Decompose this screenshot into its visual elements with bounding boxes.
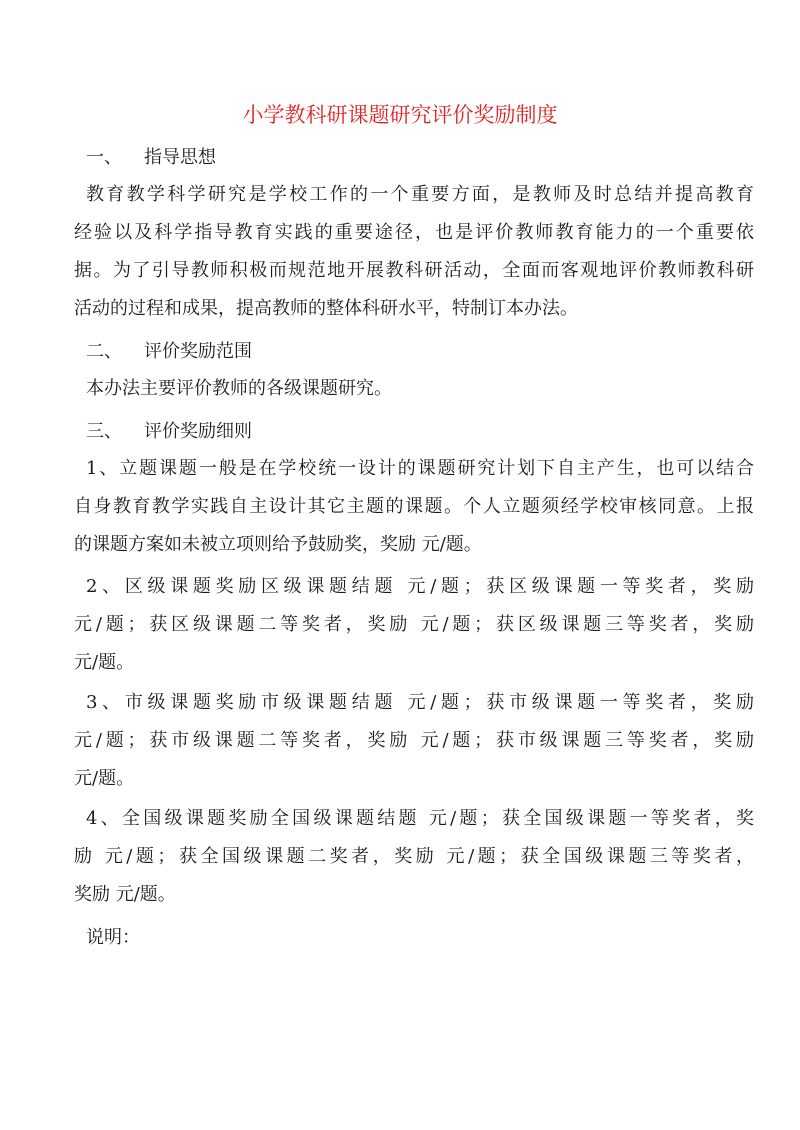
paragraph-line: 教育教学科学研究是学校工作的一个重要方面，是教师及时总结并提高教育: [86, 184, 754, 205]
note-label: 说明：: [86, 927, 140, 948]
paragraph-line: 奖励 元/题。: [74, 884, 176, 905]
section-number: 二、: [86, 341, 122, 362]
section-number: 一、: [86, 147, 122, 168]
section-title: 评价奖励范围: [144, 341, 252, 362]
paragraph-line: 本办法主要评价教师的各级课题研究。: [86, 378, 392, 399]
paragraph-line: 经验以及科学指导教育实践的重要途径，也是评价教师教育能力的一个重要依: [74, 222, 754, 243]
section-heading-3: [86, 418, 252, 446]
paragraph-scope: [74, 370, 754, 408]
paragraph-line: 的课题方案如未被立项则给予鼓励奖，奖励 元/题。: [74, 534, 482, 555]
paragraph-guiding-idea: [74, 176, 754, 328]
document-title: 小学教科研课题研究评价奖励制度: [242, 103, 558, 127]
paragraph-line: 2、区级课题奖励区级课题结题 元/题；获区级课题一等奖者，奖励: [86, 576, 754, 597]
section-heading-1: [86, 144, 216, 172]
rule-item-2: [74, 568, 754, 682]
paragraph-line: 励 元/题；获全国级课题二奖者，奖励 元/题；获全国级课题三等奖者，: [74, 846, 754, 867]
rule-item-1: [74, 450, 754, 564]
paragraph-line: 3、市级课题奖励市级课题结题 元/题；获市级课题一等奖者，奖励: [86, 692, 754, 713]
paragraph-line: 自身教育教学实践自主设计其它主题的课题。个人立题须经学校审核同意。上报: [74, 496, 754, 517]
section-title: 指导思想: [144, 147, 216, 168]
section-title: 评价奖励细则: [144, 421, 252, 442]
paragraph-line: 元/题；获市级课题二等奖者，奖励 元/题；获市级课题三等奖者，奖励: [74, 730, 754, 751]
section-heading-2: [86, 338, 252, 366]
paragraph-line: 元/题。: [74, 652, 135, 673]
rule-item-3: [74, 684, 754, 798]
paragraph-line: 据。为了引导教师积极而规范地开展教科研活动，全面而客观地评价教师教科研: [74, 260, 754, 281]
section-number: 三、: [86, 421, 122, 442]
paragraph-line: 元/题。: [74, 768, 135, 789]
paragraph-line: 4、全国级课题奖励全国级课题结题 元/题；获全国级课题一等奖者，奖: [86, 808, 754, 829]
paragraph-line: 活动的过程和成果，提高教师的整体科研水平，特制订本办法。: [74, 298, 578, 319]
rule-item-4: [74, 800, 754, 914]
paragraph-line: 元/题；获区级课题二等奖者，奖励 元/题；获区级课题三等奖者，奖励: [74, 614, 754, 635]
paragraph-line: 1、立题课题一般是在学校统一设计的课题研究计划下自主产生，也可以结合: [86, 458, 754, 479]
